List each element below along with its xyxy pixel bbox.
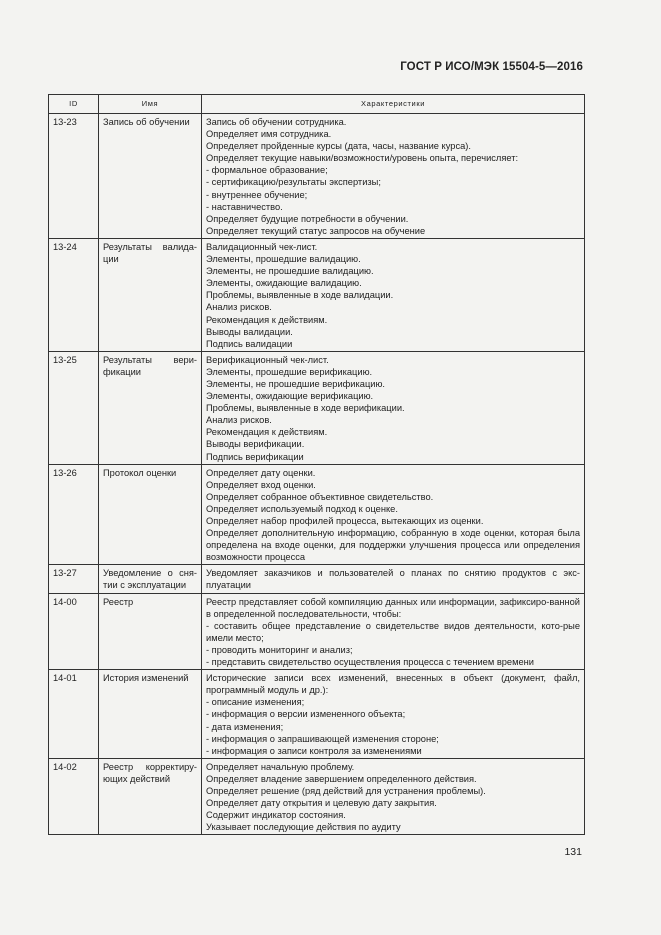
characteristic-line: Запись об обучении сотрудника. (206, 117, 347, 127)
table-row (49, 238, 585, 351)
row-characteristics (202, 565, 585, 593)
row-name: Уведомление о сня-тии с эксплуатации (99, 565, 202, 593)
characteristic-line: Определяет текущие навыки/возможности/уровень опыта, перечисляет: (206, 153, 519, 164)
characteristic-line: Определяет дополнительную информацию, собранную в ходе оценки, которая была определена на входе оценки, для поддержки улучшения процесса или определения возможности процесса (206, 528, 580, 563)
row-name: Запись об обучении (99, 114, 202, 239)
characteristic-line: Проблемы, выявленные в ходе валидации. (206, 290, 394, 301)
characteristic-line: Проблемы, выявленные в ходе верификации. (206, 403, 405, 414)
characteristic-line: Элементы, ожидающие верификацию. (206, 391, 374, 402)
characteristic-line: Определяет используемый подход к оценке. (206, 503, 398, 514)
characteristic-line: Определяет дату оценки. (206, 467, 316, 478)
characteristic-line: Верификационный чек-лист. (206, 354, 329, 365)
row-characteristics (202, 758, 585, 835)
characteristic-line: Определяет вход оценки. (206, 479, 316, 490)
characteristic-line: Элементы, прошедшие верификацию. (206, 366, 373, 377)
row-characteristics (202, 464, 585, 565)
column-header-id: ID (49, 95, 99, 114)
table-header-row (49, 95, 585, 114)
characteristic-line: Подпись верификации (206, 451, 304, 462)
characteristic-line: - информация о версии измененного объекта; (206, 709, 406, 720)
row-id: 13-24 (49, 238, 99, 351)
characteristic-line: Определяет начальную проблему. (206, 761, 355, 772)
characteristic-line: Определяет текущий статус запросов на обучение (206, 225, 426, 236)
characteristic-line: - проводить мониторинг и анализ; (206, 644, 353, 655)
row-id: 13-23 (49, 114, 99, 239)
table-row (49, 593, 585, 670)
column-header-name: Имя (99, 95, 202, 114)
characteristic-line: Анализ рисков. (206, 302, 272, 313)
characteristic-line: Элементы, ожидающие валидацию. (206, 278, 362, 289)
row-characteristics (202, 238, 585, 351)
characteristic-line: Содержит индикатор состояния. (206, 810, 346, 821)
characteristic-line: - информация о запрашивающей изменения стороне; (206, 733, 439, 744)
characteristic-line: Указывает последующие действия по аудиту (206, 822, 401, 833)
document-code-header: ГОСТ Р ИСО/МЭК 15504-5—2016 (400, 61, 583, 73)
row-name: Результаты валида-ции (99, 238, 202, 351)
row-characteristics (202, 114, 585, 239)
row-name: Результаты вери-фикации (99, 351, 202, 464)
row-id: 14-01 (49, 670, 99, 759)
characteristic-line: - представить свидетельство осуществления процесса с течением времени (206, 657, 534, 668)
characteristic-line: Определяет дату открытия и целевую дату закрытия. (206, 798, 437, 809)
characteristic-line: Определяет владение завершением определенного действия. (206, 773, 477, 784)
table-row (49, 670, 585, 759)
row-name: Реестр корректиру-ющих действий (99, 758, 202, 835)
characteristic-line: Определяет будущие потребности в обучении. (206, 213, 409, 224)
row-characteristics (202, 593, 585, 670)
characteristic-line: Элементы, не прошедшие верификацию. (206, 378, 386, 389)
characteristic-line: Определяет решение (ряд действий для устранения проблемы). (206, 785, 486, 796)
characteristic-line: Определяет набор профилей процесса, вытекающих из оценки. (206, 516, 484, 526)
characteristic-line: Рекомендация к действиям. (206, 314, 328, 325)
row-id: 13-26 (49, 464, 99, 565)
characteristic-line: - составить общее представление о свидетельстве видов деятельности, кото-рые имели место; (206, 620, 580, 643)
characteristic-line: - внутреннее обучение; (206, 189, 308, 200)
characteristic-line: Определяет собранное объективное свидетельство. (206, 491, 434, 502)
row-id: 14-00 (49, 593, 99, 670)
row-id: 13-27 (49, 565, 99, 593)
characteristic-line: - сертификацию/результаты экспертизы; (206, 177, 381, 188)
characteristic-line: Валидационный чек-лист. (206, 241, 318, 252)
characteristic-line: Уведомляет заказчиков и пользователей о планах по снятию продуктов с экс-плуатации (206, 568, 580, 591)
table-row (49, 351, 585, 464)
characteristic-line: Анализ рисков. (206, 415, 272, 426)
characteristic-line: - формальное образование; (206, 165, 328, 176)
characteristics-table (48, 94, 585, 835)
characteristic-line: Реестр представляет собой компиляцию данных или информации, зафиксиро-ванной в определенной последовательности, чтобы: (206, 596, 580, 619)
characteristic-line: Подпись валидации (206, 338, 293, 349)
row-characteristics (202, 351, 585, 464)
row-characteristics (202, 670, 585, 759)
table-row (49, 114, 585, 239)
row-id: 13-25 (49, 351, 99, 464)
table-row (49, 565, 585, 593)
page-number: 131 (564, 846, 582, 858)
characteristic-line: Элементы, не прошедшие валидацию. (206, 266, 374, 277)
characteristic-line: Выводы верификации. (206, 439, 305, 450)
characteristic-line: Элементы, прошедшие валидацию. (206, 254, 361, 265)
characteristic-line: - дата изменения; (206, 721, 284, 732)
characteristic-line: Исторические записи всех изменений, внесенных в объект (документ, файл, программный модуль и др.): (206, 673, 580, 696)
characteristic-line: Выводы валидации. (206, 326, 293, 337)
column-header-characteristics: Характеристики (202, 95, 585, 114)
characteristic-line: - описание изменения; (206, 697, 305, 708)
characteristic-line: - наставничество. (206, 201, 283, 212)
characteristic-line: Определяет имя сотрудника. (206, 129, 332, 140)
row-name: Реестр (99, 593, 202, 670)
table-row (49, 464, 585, 565)
row-id: 14-02 (49, 758, 99, 835)
row-name: История изменений (99, 670, 202, 759)
row-name: Протокол оценки (99, 464, 202, 565)
characteristic-line: Определяет пройденные курсы (дата, часы, название курса). (206, 141, 471, 152)
table-row (49, 758, 585, 835)
characteristic-line: Рекомендация к действиям. (206, 427, 328, 438)
characteristic-line: - информация о записи контроля за изменениями (206, 745, 422, 756)
